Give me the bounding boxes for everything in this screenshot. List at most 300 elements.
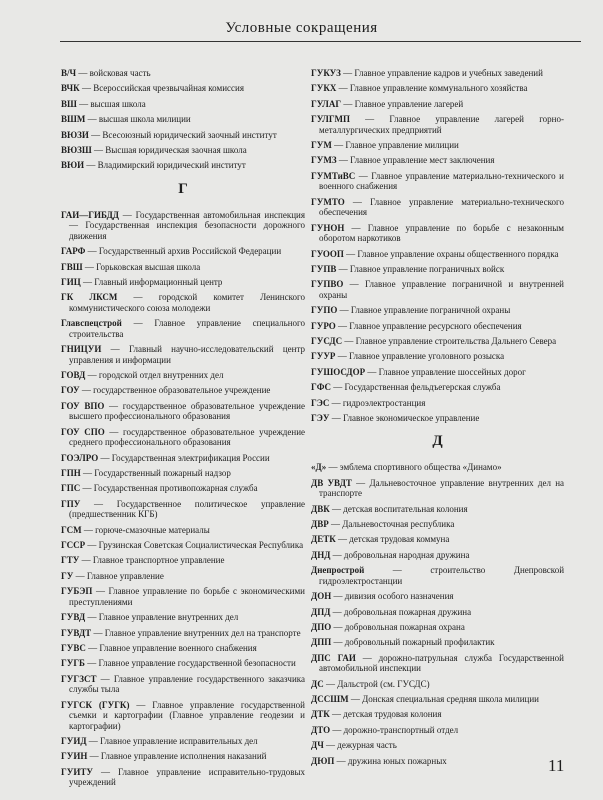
abbreviation-entry — [311, 565, 564, 586]
abbreviation-definition: Государственный пожарный надзор — [94, 468, 231, 479]
abbreviation-entry — [311, 155, 564, 166]
abbreviation-definition: Владимирский юридический институт — [97, 160, 246, 171]
em-dash: — — [85, 540, 99, 551]
em-dash: — — [87, 751, 101, 762]
abbreviation-term: «Д» — [311, 462, 327, 473]
abbreviation-definition: Дальневосточная республика — [342, 519, 455, 530]
abbreviation-definition: войсковая часть — [89, 68, 151, 78]
abbreviation-definition: высшая школа — [90, 98, 146, 109]
abbreviation-entry — [61, 427, 305, 448]
abbreviation-entry — [311, 305, 564, 316]
em-dash: — — [349, 114, 390, 125]
abbreviation-entry — [61, 68, 305, 79]
abbreviation-definition: Главное управление ресурсного обеспечения — [349, 320, 522, 331]
em-dash: — — [323, 740, 338, 751]
abbreviation-definition: Государственная фельдъегерская служба — [344, 382, 501, 393]
em-dash: — — [118, 209, 136, 220]
abbreviation-term: ГУУР — [311, 351, 336, 362]
abbreviation-term: ГПН — [61, 468, 81, 479]
em-dash: — — [85, 612, 99, 623]
em-dash: — — [331, 637, 345, 648]
em-dash: — — [91, 627, 105, 638]
abbreviation-entry — [311, 756, 564, 767]
abbreviation-entry — [61, 370, 305, 381]
abbreviation-entry — [61, 658, 305, 669]
abbreviation-term: ГУИТУ — [61, 766, 93, 777]
abbreviation-term: ГУГСК (ГУГК) — [61, 699, 130, 710]
em-dash: — — [82, 261, 97, 272]
em-dash: — — [92, 766, 118, 777]
abbreviation-definition: дивизия особого назначения — [344, 591, 454, 602]
abbreviation-term: ГОУ — [61, 385, 80, 396]
section-letter: Д — [432, 433, 443, 450]
abbreviation-definition: Главное управление лагерей — [354, 98, 464, 109]
abbreviation-entry — [311, 99, 564, 110]
abbreviation-entry — [61, 99, 305, 110]
abbreviation-definition: государственное образовательное учреждение высшего профессионального образования — [69, 400, 305, 422]
abbreviation-definition: Главное управление строительства Дальнего Севера — [355, 335, 557, 346]
abbreviation-definition: Всероссийская чрезвычайная комиссия — [93, 83, 244, 94]
left-column — [61, 68, 305, 793]
abbreviation-entry — [311, 336, 564, 347]
abbreviation-definition: строительство Днепровской гидроэлектростанции — [319, 565, 565, 586]
abbreviation-definition: Высшая юридическая заочная школа — [105, 144, 247, 155]
em-dash: — — [331, 140, 346, 151]
em-dash: — — [335, 351, 349, 362]
abbreviation-definition: государственное образовательное учреждение среднего профессионального образования — [69, 426, 306, 448]
em-dash: — — [88, 129, 103, 140]
abbreviation-definition: Главное управление пограничных войск — [349, 263, 505, 274]
abbreviation-definition: Главное управление специального строительства — [69, 318, 305, 339]
abbreviation-definition: Главное управление — [86, 570, 164, 581]
em-dash: — — [364, 565, 431, 576]
em-dash: — — [79, 555, 93, 566]
abbreviation-definition: дружина юных пожарных — [347, 755, 447, 766]
abbreviation-entry — [61, 751, 305, 762]
em-dash: — — [98, 452, 112, 463]
abbreviation-definition: высшая школа милиции — [98, 114, 191, 125]
em-dash: — — [76, 98, 91, 109]
abbreviation-term: ДТО — [311, 724, 331, 735]
abbreviation-entry — [311, 279, 564, 300]
em-dash: — — [85, 370, 99, 381]
em-dash: — — [92, 586, 109, 597]
abbreviation-definition: Главный информационный центр — [94, 277, 223, 288]
abbreviation-definition: Главный научно-исследовательский центр управления и информации — [69, 344, 305, 365]
abbreviation-term: ГУЛГМП — [311, 114, 350, 125]
abbreviation-definition: Главное управление коммунального хозяйства — [349, 83, 528, 94]
em-dash: — — [355, 170, 372, 181]
abbreviation-entry — [61, 160, 305, 171]
abbreviation-definition: эмблема спортивного общества «Динамо» — [339, 462, 502, 473]
abbreviation-term: ГЭС — [311, 397, 330, 408]
abbreviation-term: ГУКУЗ — [311, 68, 341, 78]
abbreviation-term: ГУИД — [61, 736, 87, 746]
abbreviation-entry — [311, 264, 564, 275]
abbreviation-definition: Главное управление государственной съемки и картографии (Главное управление геодезии и картографии) — [69, 699, 306, 731]
abbreviation-term: ГУПВО — [311, 279, 344, 290]
em-dash: — — [343, 248, 358, 259]
header-rule — [60, 41, 581, 42]
abbreviation-entry — [311, 83, 564, 94]
em-dash: — — [329, 412, 343, 423]
abbreviation-term: ГУНОН — [311, 222, 345, 233]
em-dash: — — [331, 621, 345, 632]
abbreviation-definition: государственное образовательное учреждение — [93, 385, 271, 396]
abbreviation-definition: Главное управление кадров и учебных заведений — [354, 68, 543, 78]
em-dash: — — [340, 68, 355, 78]
abbreviation-definition: Главное управление милиции — [345, 140, 459, 151]
abbreviation-definition: Государственное политическое управление (предшественник КГБ) — [69, 498, 305, 520]
abbreviation-entry — [311, 622, 564, 633]
abbreviation-term: ГУМТО — [311, 196, 345, 207]
abbreviation-term: ГАИ—ГИБДД — [61, 209, 119, 220]
abbreviation-definition: детская воспитательная колония — [343, 503, 468, 514]
abbreviation-term: ВЮЗИ — [61, 129, 89, 140]
abbreviation-entry — [61, 628, 305, 639]
abbreviation-entry — [311, 462, 564, 473]
abbreviation-term: ГОЭЛРО — [61, 452, 99, 463]
abbreviation-term: ГУВДТ — [61, 627, 92, 638]
abbreviation-definition: городской отдел внутренних дел — [98, 370, 224, 381]
abbreviation-entry — [311, 694, 564, 705]
page-number: 11 — [548, 756, 565, 775]
em-dash: — — [86, 736, 101, 746]
abbreviation-definition: Всесоюзный юридический заочный институт — [102, 129, 277, 140]
abbreviation-entry — [311, 140, 564, 151]
abbreviation-entry — [61, 499, 305, 520]
em-dash: — — [85, 642, 100, 653]
abbreviation-definition: Главное управление внутренних дел — [98, 612, 239, 623]
abbreviation-entry — [311, 249, 564, 260]
abbreviation-entry — [61, 643, 305, 654]
abbreviation-term: ДЧ — [311, 740, 324, 751]
abbreviation-definition: Грузинская Советская Социалистическая Республика — [98, 540, 304, 551]
abbreviation-term: ГУВС — [61, 642, 86, 653]
abbreviation-entry — [311, 478, 564, 499]
em-dash: — — [104, 400, 123, 411]
em-dash: — — [80, 483, 94, 494]
right-column — [311, 68, 564, 771]
em-dash: — — [73, 570, 87, 581]
abbreviation-term: ВЮЗШ — [61, 144, 92, 155]
em-dash: — — [330, 606, 344, 617]
abbreviation-entry — [61, 262, 305, 273]
abbreviation-definition: Государственная противопожарная служба — [93, 483, 258, 494]
abbreviation-entry — [61, 130, 305, 141]
abbreviation-definition: Государственная электрификация России — [111, 452, 270, 463]
abbreviation-entry — [311, 321, 564, 332]
abbreviation-term: ГУИН — [61, 751, 88, 762]
entry-list — [311, 68, 564, 423]
abbreviation-definition: Государственный архив Российской Федерации — [98, 246, 282, 257]
abbreviation-term: ГССР — [61, 540, 86, 551]
abbreviation-definition: детская трудовая коммуна — [349, 534, 450, 545]
em-dash: — — [96, 673, 114, 684]
abbreviation-entry — [311, 398, 564, 409]
abbreviation-definition: Главное управление уголовного розыска — [348, 351, 505, 362]
abbreviation-definition: Главное управление шоссейных дорог — [378, 366, 526, 377]
abbreviation-term: ГПС — [61, 483, 81, 494]
abbreviation-term: ГУБЭП — [61, 586, 93, 597]
abbreviation-entry — [61, 483, 305, 494]
abbreviation-entry — [61, 540, 305, 551]
abbreviation-entry — [311, 413, 564, 424]
abbreviation-entry — [311, 223, 564, 244]
em-dash: — — [121, 318, 155, 329]
em-dash: — — [329, 709, 344, 720]
abbreviation-definition: Главное управление государственного заказчика службы тыла — [69, 673, 306, 695]
abbreviation-entry — [61, 83, 305, 94]
em-dash: — — [341, 98, 355, 109]
abbreviation-term: ГЭУ — [311, 412, 330, 423]
abbreviation-definition: Главное управление государственной безопасности — [98, 658, 296, 669]
abbreviation-entry — [61, 292, 305, 313]
abbreviation-definition: Главное управление охраны общественного порядка — [357, 248, 559, 259]
abbreviation-term: ГУГЗСТ — [61, 673, 97, 684]
abbreviation-entry — [311, 504, 564, 515]
em-dash: — — [336, 263, 350, 274]
em-dash: — — [85, 246, 99, 257]
abbreviation-entry — [311, 519, 564, 530]
abbreviation-definition: Главное управление пограничной и внутренней охраны — [319, 279, 565, 300]
abbreviation-definition: городской комитет Ленинского коммунистического союза молодежи — [69, 292, 305, 313]
abbreviation-definition: добровольная пожарная дружина — [343, 606, 472, 617]
abbreviation-entry — [61, 246, 305, 257]
em-dash: — — [330, 724, 344, 735]
em-dash: — — [337, 305, 351, 316]
abbreviation-term: ГОВД — [61, 370, 86, 381]
abbreviation-definition: добровольный пожарный профилактик — [344, 637, 495, 648]
abbreviation-definition: Главное управление по борьбе с экономическими преступлениями — [69, 586, 305, 607]
abbreviation-term: ГУКХ — [311, 83, 337, 94]
em-dash: — — [104, 426, 123, 437]
entry-list — [61, 210, 305, 788]
abbreviation-entry — [61, 318, 305, 339]
abbreviation-entry — [61, 525, 305, 536]
em-dash: — — [344, 222, 368, 233]
abbreviation-definition: Главное транспортное управление — [92, 555, 225, 566]
abbreviation-entry — [311, 679, 564, 690]
abbreviation-entry — [311, 637, 564, 648]
em-dash: — — [355, 652, 379, 663]
abbreviation-definition: Государственная автомобильная инспекция — Государственная инспекция безопасности дорожного движения — [69, 209, 305, 241]
abbreviation-term: ДВК — [311, 503, 330, 514]
abbreviation-term: ГСМ — [61, 524, 82, 535]
abbreviation-entry — [311, 607, 564, 618]
abbreviation-entry — [61, 571, 305, 582]
em-dash: — — [334, 755, 348, 766]
abbreviation-definition: Главное управление исправительно-трудовых учреждений — [69, 766, 306, 788]
em-dash: — — [342, 335, 356, 346]
abbreviation-entry — [311, 171, 564, 192]
em-dash: — — [79, 83, 94, 94]
abbreviation-entry — [311, 68, 564, 79]
abbreviation-term: ДПО — [311, 621, 332, 632]
abbreviation-entry — [61, 453, 305, 464]
em-dash: — — [330, 549, 344, 560]
em-dash: — — [129, 699, 153, 710]
abbreviation-term: ГУМЗ — [311, 155, 337, 166]
abbreviation-definition: Дальневосточное управление внутренних дел на транспорте — [319, 477, 565, 499]
abbreviation-entry — [311, 534, 564, 545]
em-dash: — — [335, 534, 350, 545]
abbreviation-term: ДОН — [311, 591, 332, 602]
em-dash: — — [91, 144, 106, 155]
em-dash: — — [84, 160, 98, 171]
abbreviation-definition: горюче-смазочные материалы — [95, 524, 210, 535]
abbreviation-term: ДС — [311, 678, 324, 689]
abbreviation-term: ГУПВ — [311, 263, 337, 274]
abbreviation-definition: Главное управление исправительных дел — [100, 736, 258, 746]
em-dash: — — [329, 397, 343, 408]
abbreviation-definition: гидроэлектростанция — [342, 397, 426, 408]
abbreviation-term: ДЕТК — [311, 534, 336, 545]
em-dash: — — [80, 277, 95, 288]
em-dash: — — [117, 292, 159, 303]
abbreviation-term: ГУМ — [311, 140, 332, 151]
abbreviation-term: ДПД — [311, 606, 331, 617]
abbreviation-entry — [61, 700, 305, 732]
em-dash: — — [335, 320, 350, 331]
page-title: Условные сокращения — [225, 20, 378, 36]
abbreviation-term: ГФС — [311, 382, 331, 393]
em-dash: — — [336, 83, 350, 94]
abbreviation-term: ДЮП — [311, 755, 335, 766]
abbreviation-definition: добровольная народная дружина — [343, 549, 470, 560]
abbreviation-entry — [311, 591, 564, 602]
abbreviation-entry — [61, 586, 305, 607]
abbreviation-entry — [61, 210, 305, 242]
em-dash: — — [326, 462, 340, 473]
abbreviation-term: ГУВД — [61, 612, 86, 623]
abbreviation-term: ВЮИ — [61, 160, 85, 171]
em-dash: — — [328, 519, 343, 530]
abbreviation-term: ДПП — [311, 637, 332, 648]
abbreviation-term: В/Ч — [61, 68, 77, 78]
abbreviation-term: ГУСДС — [311, 335, 343, 346]
em-dash: — — [101, 344, 129, 355]
em-dash: — — [323, 678, 338, 689]
em-dash: — — [81, 524, 96, 535]
abbreviation-term: ДТК — [311, 709, 330, 720]
abbreviation-entry — [311, 740, 564, 751]
em-dash: — — [80, 498, 117, 509]
em-dash: — — [344, 196, 371, 207]
abbreviation-term: ВШМ — [61, 114, 86, 125]
abbreviation-term: ДВ УВДТ — [311, 477, 352, 488]
abbreviation-entry — [311, 197, 564, 218]
abbreviation-term: Днепрострой — [311, 565, 365, 576]
abbreviation-entry — [61, 468, 305, 479]
abbreviation-definition: Главное управление пограничной охраны — [350, 305, 511, 316]
abbreviation-term: ГУРО — [311, 320, 336, 331]
abbreviation-definition: Главное управление по борьбе с незаконным оборотом наркотиков — [319, 222, 564, 244]
abbreviation-term: ГВШ — [61, 261, 83, 272]
abbreviation-entry — [61, 401, 305, 422]
abbreviation-definition: Горьковская высшая школа — [96, 261, 201, 272]
em-dash: — — [336, 155, 351, 166]
abbreviation-definition: Главное управление материально-технического и военного снабжения — [319, 170, 564, 192]
em-dash: — — [329, 503, 344, 514]
abbreviation-term: ГУШОСДОР — [311, 366, 366, 377]
abbreviation-definition: Главное управление исполнения наказаний — [100, 751, 267, 762]
abbreviation-term: ГНИЦУИ — [61, 344, 102, 355]
em-dash: — — [351, 477, 370, 488]
abbreviation-term: ДВР — [311, 519, 329, 530]
abbreviation-entry — [61, 555, 305, 566]
abbreviation-entry — [311, 351, 564, 362]
abbreviation-entry — [61, 277, 305, 288]
abbreviation-term: ГУПО — [311, 305, 338, 316]
section-letter: Г — [178, 180, 188, 197]
em-dash: — — [330, 382, 345, 393]
abbreviation-entry — [61, 145, 305, 156]
abbreviation-term: ДПС ГАИ — [311, 652, 356, 663]
abbreviation-definition: Главное управление военного снабжения — [99, 642, 257, 653]
abbreviation-entry — [311, 709, 564, 720]
abbreviation-term: ВШ — [61, 98, 77, 109]
em-dash: — — [348, 694, 363, 704]
abbreviation-term: ГИЦ — [61, 277, 81, 288]
abbreviation-definition: Главное экономическое управление — [342, 412, 480, 423]
abbreviation-definition: Дальстрой (см. ГУСДС) — [337, 678, 430, 689]
abbreviation-entry — [311, 382, 564, 393]
abbreviation-definition: Главное управление материально-технического обеспечения — [319, 196, 564, 218]
abbreviation-term: ГПУ — [61, 498, 81, 509]
abbreviation-term: ГТУ — [61, 555, 80, 566]
abbreviation-term: ДССШМ — [311, 694, 349, 704]
em-dash: — — [365, 366, 379, 377]
abbreviation-term: ГУЛАГ — [311, 98, 342, 109]
abbreviation-term: Главспецстрой — [61, 318, 122, 329]
abbreviation-definition: дежурная часть — [337, 740, 397, 751]
abbreviation-entry — [61, 736, 305, 747]
abbreviation-term: ГОУ ВПО — [61, 400, 105, 411]
abbreviation-entry — [61, 385, 305, 396]
abbreviation-term: ГУГБ — [61, 658, 86, 669]
em-dash: — — [85, 114, 99, 125]
em-dash: — — [85, 658, 99, 669]
abbreviation-definition: добровольная пожарная охрана — [344, 621, 465, 632]
abbreviation-term: ГУМТиВС — [311, 170, 356, 181]
abbreviation-term: ГК ЛКСМ — [61, 292, 118, 303]
abbreviation-term: ДНД — [311, 549, 331, 560]
abbreviation-definition: дорожно-патрульная служба Государственной автомобильной инспекции — [319, 652, 564, 674]
abbreviation-term: ГАРФ — [61, 246, 86, 257]
abbreviation-term: ГУ — [61, 570, 74, 581]
em-dash: — — [80, 468, 95, 479]
abbreviation-definition: Донская специальная средняя школа милиции — [362, 694, 539, 704]
abbreviation-entry — [311, 550, 564, 561]
em-dash: — — [76, 68, 90, 78]
abbreviation-entry — [311, 653, 564, 674]
abbreviation-entry — [61, 344, 305, 365]
abbreviation-entry — [311, 725, 564, 736]
abbreviation-definition: Главное управление лагерей горно-металлургических предприятий — [319, 114, 564, 135]
abbreviation-definition: Главное управление внутренних дел на транспорте — [104, 627, 301, 638]
abbreviation-definition: Главное управление мест заключения — [350, 155, 495, 166]
abbreviation-definition: детская трудовая колония — [343, 709, 442, 720]
abbreviation-entry — [61, 612, 305, 623]
abbreviation-term: ГОУ СПО — [61, 426, 105, 437]
abbreviation-entry — [311, 114, 564, 135]
abbreviation-entry — [61, 114, 305, 125]
abbreviation-term: ГУООП — [311, 248, 344, 259]
abbreviation-entry — [61, 767, 305, 788]
abbreviation-definition: дорожно-транспортный отдел — [343, 724, 459, 735]
entry-list — [311, 462, 564, 766]
